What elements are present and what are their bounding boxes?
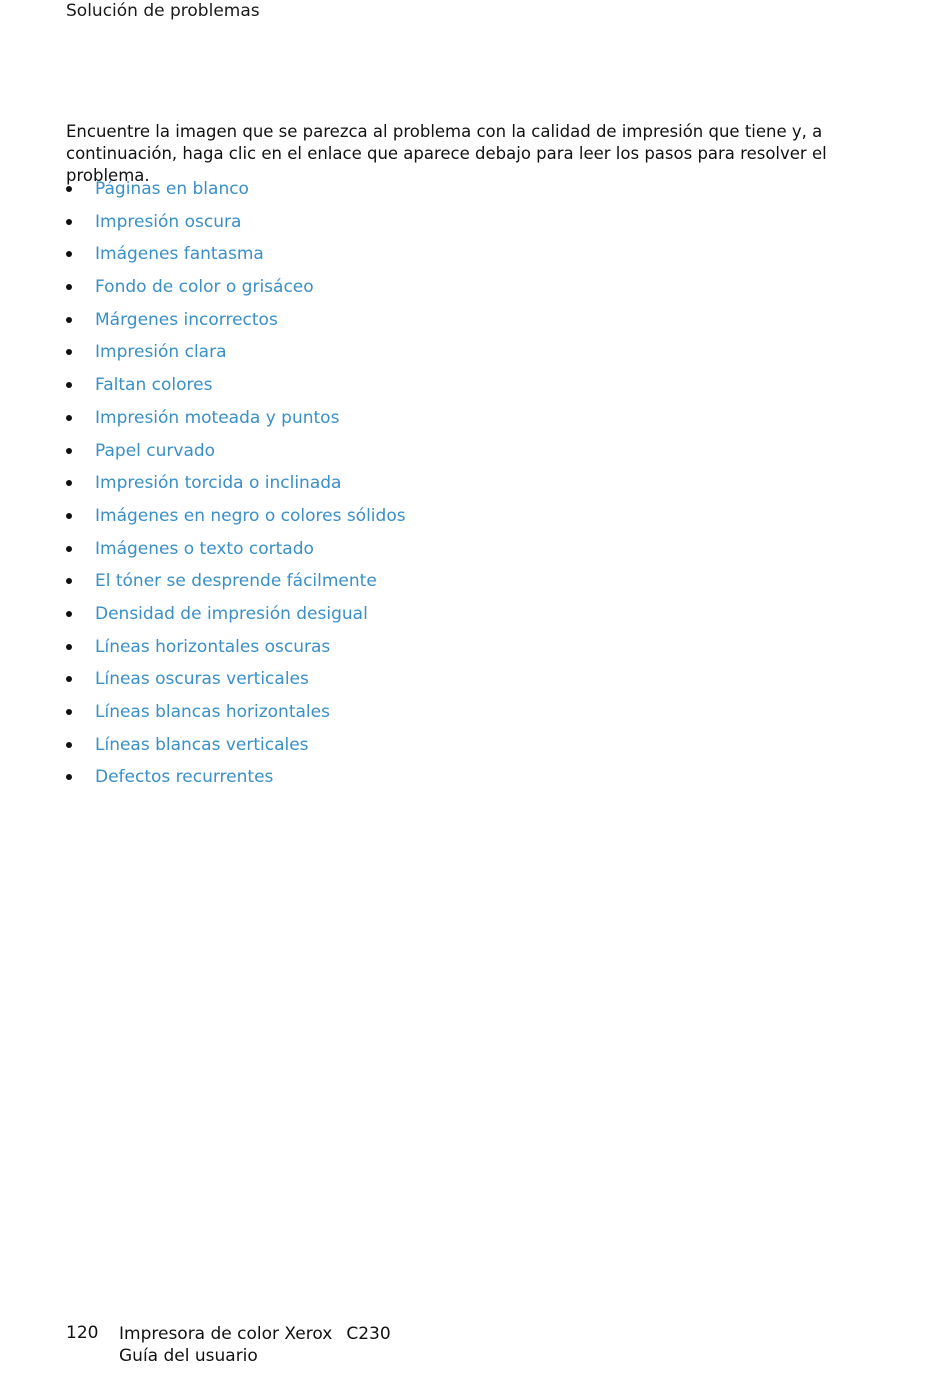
bullet-icon xyxy=(66,546,72,552)
list-item xyxy=(66,372,406,405)
problem-link-dark-print[interactable]: Impresión oscura xyxy=(95,211,242,232)
problem-link-cut-off-text[interactable]: Imágenes o texto cortado xyxy=(95,538,314,559)
bullet-icon xyxy=(66,448,72,454)
problem-link-mottled-print[interactable]: Impresión moteada y puntos xyxy=(95,407,340,428)
problem-link-ghost-images[interactable]: Imágenes fantasma xyxy=(95,244,264,265)
problem-link-skewed-print[interactable]: Impresión torcida o inclinada xyxy=(95,473,342,494)
problem-link-missing-colors[interactable]: Faltan colores xyxy=(95,375,213,396)
bullet-icon xyxy=(66,349,72,355)
problem-link-light-print[interactable]: Impresión clara xyxy=(95,342,227,363)
list-item xyxy=(66,699,406,732)
bullet-icon xyxy=(66,742,72,748)
list-item xyxy=(66,470,406,503)
list-item xyxy=(66,274,406,307)
bullet-icon xyxy=(66,219,72,225)
bullet-icon xyxy=(66,382,72,388)
problem-link-white-vertical-lines[interactable]: Líneas blancas verticales xyxy=(95,734,309,755)
list-item xyxy=(66,764,406,797)
guide-name: Guía del usuario xyxy=(119,1346,258,1366)
bullet-icon xyxy=(66,578,72,584)
list-item xyxy=(66,666,406,699)
problem-link-gray-background[interactable]: Fondo de color o grisáceo xyxy=(95,277,314,298)
bullet-icon xyxy=(66,251,72,257)
list-item xyxy=(66,241,406,274)
problem-link-list xyxy=(66,176,406,797)
bullet-icon xyxy=(66,611,72,617)
product-info xyxy=(119,1323,391,1367)
list-item xyxy=(66,339,406,372)
list-item xyxy=(66,209,406,242)
bullet-icon xyxy=(66,709,72,715)
bullet-icon xyxy=(66,415,72,421)
bullet-icon xyxy=(66,774,72,780)
list-item xyxy=(66,405,406,438)
list-item xyxy=(66,438,406,471)
problem-link-repeating-defects[interactable]: Defectos recurrentes xyxy=(95,767,274,788)
bullet-icon xyxy=(66,644,72,650)
problem-link-blank-pages[interactable]: Páginas en blanco xyxy=(95,179,249,199)
product-name: Impresora de color Xerox xyxy=(119,1324,333,1344)
problem-link-solid-colors[interactable]: Imágenes en negro o colores sólidos xyxy=(95,505,406,526)
problem-link-toner-rubs-off[interactable]: El tóner se desprende fácilmente xyxy=(95,571,377,592)
problem-link-incorrect-margins[interactable]: Márgenes incorrectos xyxy=(95,309,278,330)
bullet-icon xyxy=(66,284,72,290)
problem-link-dark-vertical-lines[interactable]: Líneas oscuras verticales xyxy=(95,669,309,690)
list-item xyxy=(66,634,406,667)
list-item xyxy=(66,307,406,340)
page-number: 120 xyxy=(66,1323,99,1343)
bullet-icon xyxy=(66,317,72,323)
problem-link-uneven-density[interactable]: Densidad de impresión desigual xyxy=(95,603,368,624)
product-line xyxy=(119,1323,391,1345)
bullet-icon xyxy=(66,480,72,486)
list-item xyxy=(66,176,406,209)
problem-link-dark-horizontal-lines[interactable]: Líneas horizontales oscuras xyxy=(95,636,331,657)
problem-link-curled-paper[interactable]: Papel curvado xyxy=(95,440,216,461)
intro-paragraph: Encuentre la imagen que se parezca al problema con la calidad de impresión que tiene y, a continuación, haga clic en el enlace que aparece debajo para leer los pasos para resolver el problema. xyxy=(66,122,827,185)
bullet-icon xyxy=(66,186,72,192)
bullet-icon xyxy=(66,676,72,682)
list-item xyxy=(66,732,406,765)
product-model: C230 xyxy=(346,1324,391,1344)
bullet-icon xyxy=(66,513,72,519)
list-item xyxy=(66,568,406,601)
problem-link-white-horizontal-lines[interactable]: Líneas blancas horizontales xyxy=(95,702,330,722)
running-header: Solución de problemas xyxy=(66,1,260,21)
list-item xyxy=(66,536,406,569)
list-item xyxy=(66,601,406,634)
list-item xyxy=(66,503,406,536)
